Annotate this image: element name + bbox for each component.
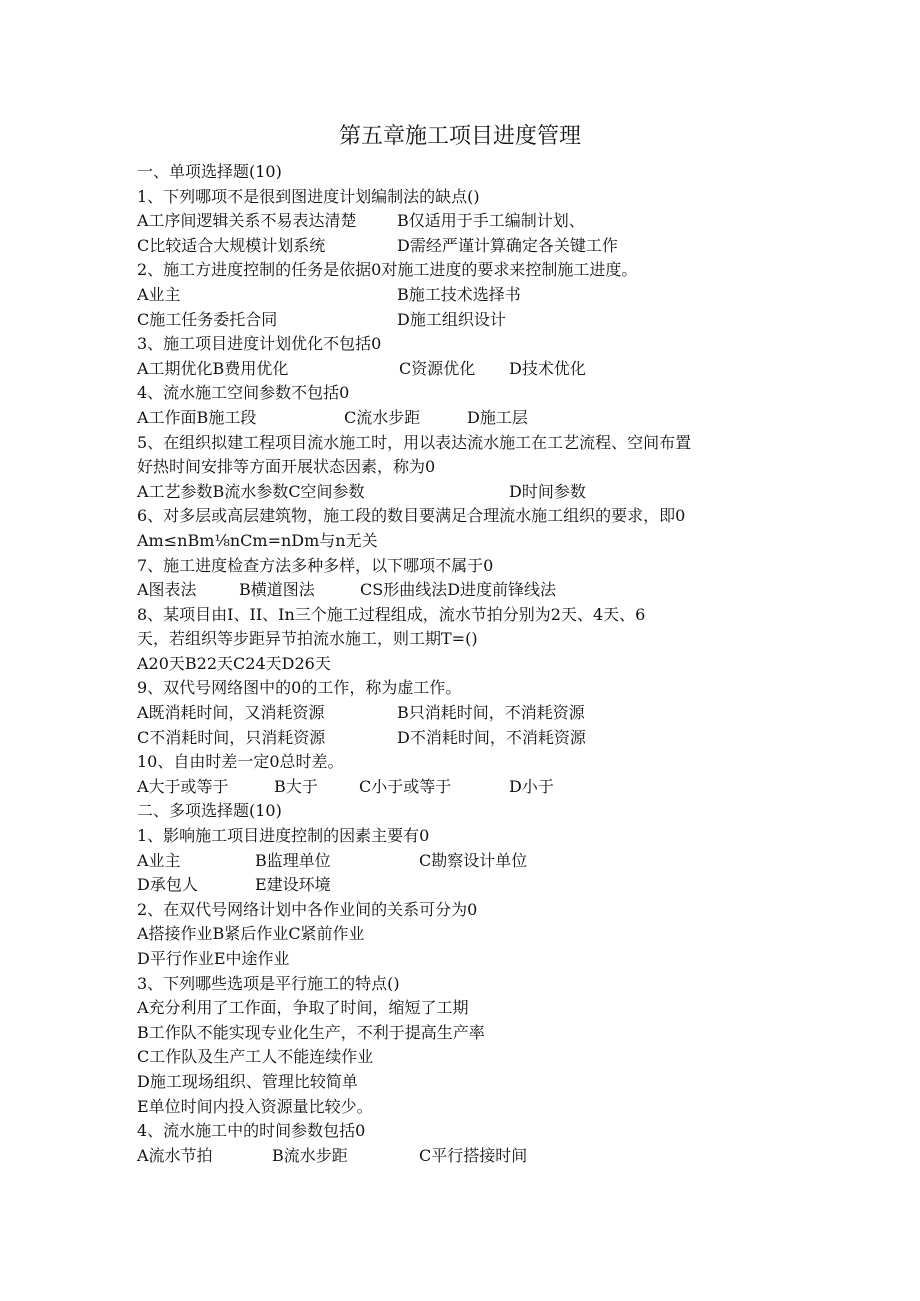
text-line (137, 922, 797, 947)
text-segment: C小于或等于 (359, 776, 452, 796)
text-line (137, 627, 797, 652)
text-line (137, 283, 797, 308)
text-content: 1、下列哪项不是很到图进度计划编制法的缺点() (137, 186, 480, 206)
text-line (137, 824, 797, 849)
text-content: 9、双代号网络图中的0的工作，称为虚工作。 (137, 678, 462, 698)
text-content: 3、施工项目进度计划优化不包括0 (137, 334, 382, 354)
text-line (137, 480, 797, 505)
text-line (137, 234, 797, 259)
text-line (137, 529, 797, 554)
text-segment: A流水节拍 (137, 1145, 213, 1165)
text-content: 10、自由时差一定0总时差。 (137, 752, 344, 772)
text-line (137, 1045, 797, 1070)
document-body (137, 160, 797, 1168)
text-content: 一、单项选择题(10) (137, 162, 282, 181)
text-content: 7、施工进度检查方法多种多样，以下哪项不属于0 (137, 555, 494, 575)
text-segment: C平行搭接时间 (419, 1145, 528, 1165)
text-line (137, 431, 797, 456)
text-line (137, 652, 797, 677)
text-line (137, 1021, 797, 1046)
text-segment: C勘察设计单位 (419, 850, 528, 870)
text-line (137, 873, 797, 898)
text-segment: D施工组织设计 (397, 309, 506, 329)
text-content: 1、影响施工项目进度控制的因素主要有0 (137, 826, 430, 846)
text-segment: C施工任务委托合同 (137, 309, 278, 329)
text-content: 8、某项目由I、II、In三个施工过程组成，流水节拍分别为2天、4天、6 (137, 604, 646, 624)
text-line (137, 701, 797, 726)
text-segment: C资源优化 (399, 358, 476, 378)
text-content: D施工现场组织、管理比较简单 (137, 1071, 358, 1091)
text-line (137, 849, 797, 874)
text-segment: A图表法 (137, 580, 197, 600)
text-content: A20天B22天C24天D26天 (137, 653, 331, 673)
text-line (137, 972, 797, 997)
text-content: 4、流水施工中的时间参数包括0 (137, 1121, 366, 1141)
page-title: 第五章施工项目进度管理 (338, 124, 581, 149)
text-content: Am≤nBm⅛nCm=nDm与n无关 (137, 530, 378, 550)
text-segment: D小于 (509, 776, 554, 796)
text-content: A搭接作业B紧后作业C紧前作业 (137, 924, 365, 944)
text-line (137, 381, 797, 406)
text-line (137, 947, 797, 972)
text-segment: A工艺参数B流水参数C空间参数 (137, 481, 365, 501)
text-line (137, 1070, 797, 1095)
text-line (137, 578, 797, 603)
text-content: 2、在双代号网络计划中各作业间的关系可分为0 (137, 899, 478, 919)
text-segment: B施工技术选择书 (397, 284, 521, 304)
text-segment: A工作面B施工段 (137, 407, 257, 427)
text-content: 4、流水施工空间参数不包括0 (137, 383, 350, 403)
text-line (137, 799, 797, 824)
text-content: 6、对多层或高层建筑物，施工段的数目要满足合理流水施工组织的要求，即0 (137, 506, 686, 526)
text-content: 二、多项选择题(10) (137, 801, 282, 821)
text-segment: D时间参数 (509, 481, 586, 501)
text-content: 5、在组织拟建工程项目流水施工时，用以表达流水施工在工艺流程、空间布置 (137, 432, 692, 452)
text-segment: A大于或等于 (137, 776, 229, 796)
text-line (137, 504, 797, 529)
text-content: B工作队不能实现专业化生产，不利于提高生产率 (137, 1022, 485, 1042)
text-line (137, 676, 797, 701)
text-segment: CS形曲线法D进度前锋线法 (360, 580, 557, 600)
text-segment: D技术优化 (509, 358, 586, 378)
text-segment: A既消耗时间，又消耗资源 (137, 703, 325, 723)
text-segment: D需经严谨计算确定各关键工作 (397, 235, 618, 255)
text-segment: A工序间逻辑关系不易表达清楚 (137, 211, 357, 231)
text-segment: C比较适合大规模计划系统 (137, 235, 326, 255)
text-line (137, 357, 797, 382)
text-line (137, 554, 797, 579)
text-content: 3、下列哪些选项是平行施工的特点() (137, 973, 400, 993)
text-segment: B仅适用于手工编制计划、 (397, 211, 585, 231)
text-line (137, 750, 797, 775)
text-segment: D承包人 (137, 875, 198, 895)
text-line (137, 185, 797, 210)
text-content: E单位时间内投入资源量比较少。 (137, 1096, 373, 1116)
text-segment: D不消耗时间，不消耗资源 (397, 727, 586, 747)
text-content: 天，若组织等步距异节拍流水施工，则工期T=() (137, 629, 478, 649)
text-line (137, 1119, 797, 1144)
text-line (137, 160, 797, 185)
text-content: 好热时间安排等方面开展状态因素，称为0 (137, 457, 436, 477)
text-segment: B监理单位 (255, 850, 331, 870)
text-line (137, 455, 797, 480)
text-content: D平行作业E中途作业 (137, 949, 290, 968)
text-line (137, 258, 797, 283)
text-line (137, 603, 797, 628)
text-segment: A工期优化B费用优化 (137, 358, 289, 378)
text-segment: A业主 (137, 850, 181, 870)
text-segment: D施工层 (467, 407, 528, 427)
text-line (137, 898, 797, 923)
text-line (137, 775, 797, 800)
text-segment: B横道图法 (239, 580, 315, 600)
text-segment: B大于 (274, 776, 318, 796)
text-segment: E建设环境 (255, 875, 331, 895)
text-segment: C流水步距 (344, 407, 421, 427)
text-content: A充分利用了工作面，争取了时间，缩短了工期 (137, 998, 469, 1018)
text-line (137, 1144, 797, 1169)
text-segment: B只消耗时间，不消耗资源 (397, 703, 585, 723)
text-line (137, 726, 797, 751)
text-segment: B流水步距 (272, 1145, 348, 1165)
text-segment: C不消耗时间，只消耗资源 (137, 727, 326, 747)
text-line (137, 996, 797, 1021)
text-line (137, 209, 797, 234)
text-line (137, 1095, 797, 1120)
text-line (137, 332, 797, 357)
text-segment: A业主 (137, 284, 181, 304)
text-content: C工作队及生产工人不能连续作业 (137, 1047, 374, 1067)
text-line (137, 406, 797, 431)
text-line (137, 308, 797, 333)
text-content: 2、施工方进度控制的任务是依据0对施工进度的要求来控制施工进度。 (137, 260, 638, 280)
